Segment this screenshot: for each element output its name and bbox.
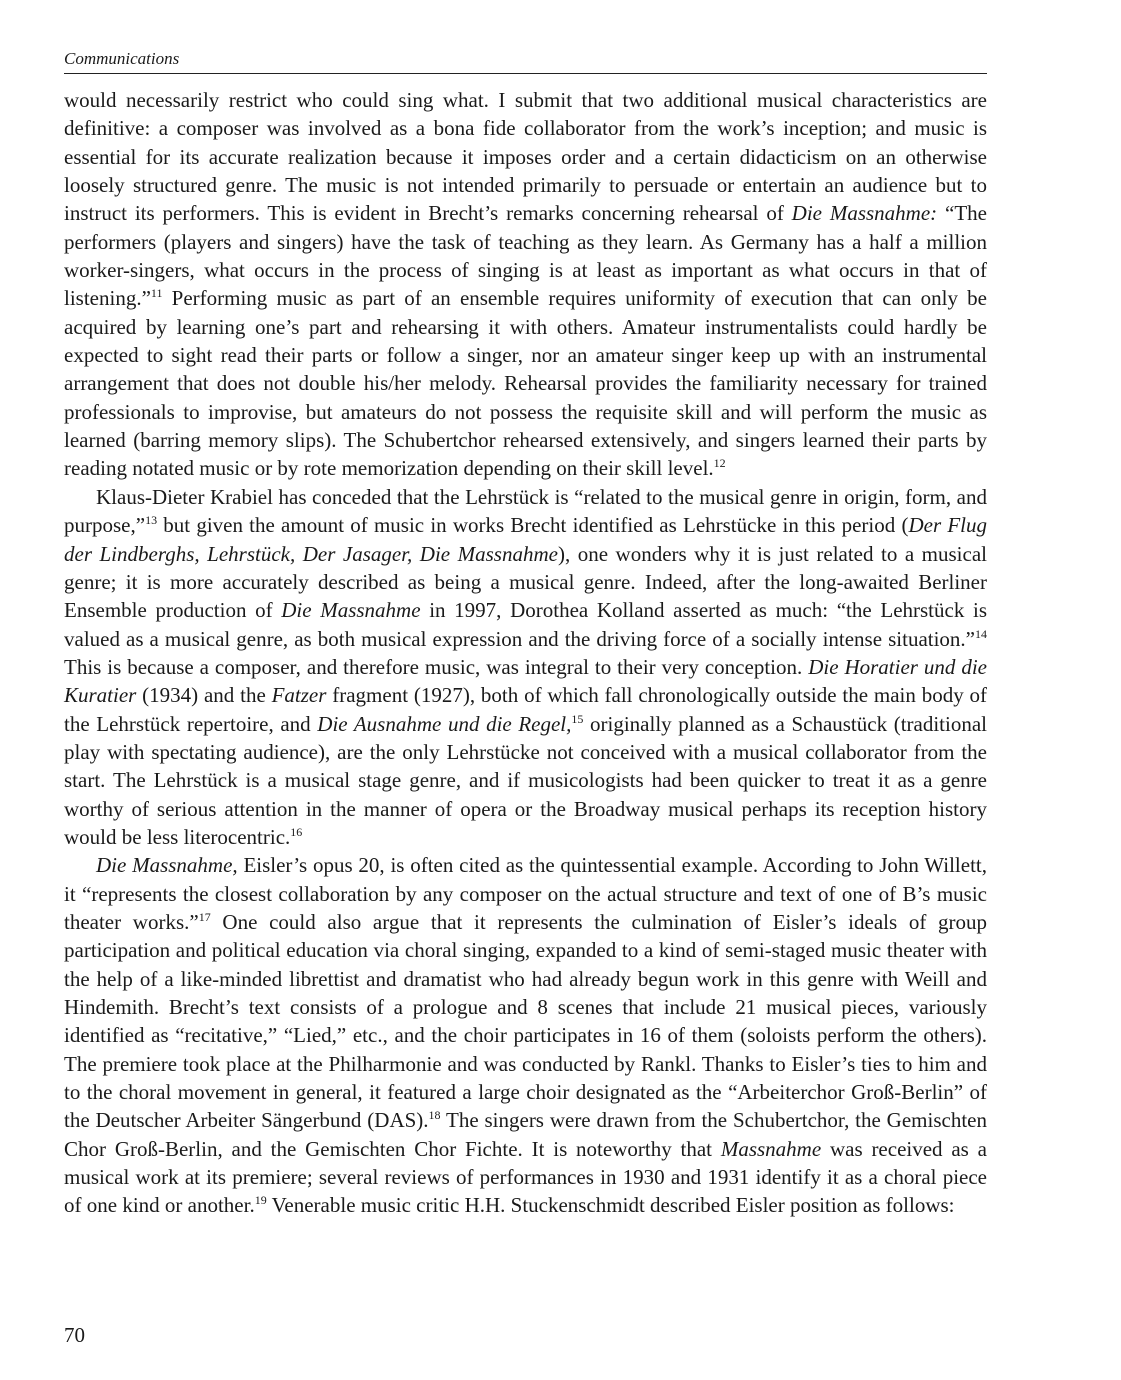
- footnote-ref: 17: [198, 909, 211, 924]
- italic-title: Fatzer: [271, 683, 327, 708]
- text-run: in 1997, Dorothea Kolland asserted as much: “the Lehrstück is valued as a musical genre, as both musical expression and the driving force of a socially intense situation.”: [64, 598, 987, 651]
- text-run: “The performers (players and singers) have the task of teaching as they learn. As Germany has a half a million worker-singers, what occurs in the process of singing is at least as important as what occurs in that of listening.”: [64, 201, 987, 311]
- italic-title: Die Massnahme: [281, 598, 421, 623]
- paragraph: [64, 851, 987, 1219]
- italic-title: Die Massnahme,: [96, 853, 238, 878]
- italic-title: Die Massnahme:: [791, 201, 938, 226]
- text-run: would necessarily restrict who could sing what. I submit that two additional musical characteristics are definitive: a composer was involved as a bona fide collaborator from the work’s inception; and music is essential for its accurate realization because it imposes order and a certain didacticism on an otherwise loosely structured genre. The music is not intended primarily to persuade or entertain an audience but to instruct its performers. This is evident in Brecht’s remarks concerning rehearsal of: [64, 88, 987, 226]
- footnote-ref: 14: [975, 626, 987, 641]
- text-run: ), one wonders why it is just related to a musical genre; it is more accurately described as being a musical genre. Indeed, after the long-awaited Berliner Ensemble production of: [64, 541, 987, 623]
- footnote-ref: 15: [571, 711, 584, 726]
- text-run: but given the amount of music in works Brecht identified as Lehrstücke in this period (: [157, 513, 909, 538]
- running-header: Communications: [64, 48, 987, 74]
- footnote-ref: 11: [150, 286, 163, 301]
- text-run: fragment (1927), both of which fall chronologically outside the main body of the Lehrstück repertoire, and: [64, 683, 988, 736]
- text-run: Performing music as part of an ensemble requires uniformity of execution that can only be acquired by learning one’s part and rehearsing it with others. Amateur instrumentalists could hardly be expected to sight read their parts or follow a singer, nor an amateur singer keep up with an instrumental arrangement that does not double his/her melody. Rehearsal provides the familiarity necessary for trained professionals to improvise, but amateurs do not possess the requisite skill and will perform the music as learned (barring memory slips). The Schubertchor rehearsed extensively, and singers learned their parts by reading notated music or by rote memorization depending on their skill level.: [64, 286, 987, 481]
- text-run: Klaus-Dieter Krabiel has conceded that the Lehrstück is “related to the musical genre in origin, form, and purpose,”: [64, 484, 987, 538]
- italic-title: Massnahme: [720, 1136, 822, 1161]
- footnote-ref: 18: [428, 1108, 441, 1123]
- text-run: One could also argue that it represents the culmination of Eisler’s ideals of group participation and political education via choral singing, expanded to a kind of semi-staged music theater with the help of a like-minded librettist and dramatist who had already begun work in this genre with Weill and Hindemith. Brecht’s text consists of a prologue and 8 scenes that include 21 musical pieces, variously identified as “recitative,” “Lied,” etc., and the choir participates in 16 of them (soloists perform the others). The premiere took place at the Philharmonie and was conducted by Rankl. Thanks to Eisler’s ties to him and to the choral movement in general, it featured a large choir designated as the “Arbeiterchor Groß-Berlin” of the Deutscher Arbeiter Sängerbund (DAS).: [64, 909, 987, 1133]
- page-number: 70: [64, 1323, 85, 1347]
- text-run: originally planned as a Schaustück (traditional play with spectating audience), are the only Lehrstücke not conceived with a musical collaborator from the start. The Lehrstück is a musical stage genre, and if musicologists had been quicker to treat it as a genre worthy of serious attention in the manner of opera or the Broadway musical perhaps its reception history would be less literocentric.: [64, 711, 988, 849]
- footnote-ref: 16: [290, 824, 303, 839]
- text-run: Venerable music critic H.H. Stuckenschmidt described Eisler position as follows:: [266, 1193, 955, 1218]
- paragraph: [64, 483, 987, 851]
- text-run: was received as a musical work at its premiere; several reviews of performances in 1930 and 1931 identify it as a choral piece of one kind or another.: [64, 1136, 987, 1218]
- text-run: (1934) and the: [136, 683, 272, 708]
- footnote-ref: 13: [145, 513, 158, 528]
- body-text: [64, 86, 987, 1220]
- text-run: This is because a composer, and therefore music, was integral to their very conception.: [64, 654, 809, 679]
- paragraph: [64, 86, 987, 483]
- footnote-ref: 12: [713, 456, 726, 471]
- footnote-ref: 19: [254, 1193, 267, 1208]
- italic-title: Der Flug der Lindberghs, Lehrstück, Der Jasager, Die Massnahme: [64, 513, 987, 566]
- italic-title: Die Ausnahme und die Regel,: [317, 711, 572, 736]
- text-run: The singers were drawn from the Schubertchor, the Gemischten Chor Groß-Berlin, and the Gemischten Chor Fichte. It is noteworthy that: [64, 1108, 987, 1161]
- italic-title: Die Horatier und die Kuratier: [64, 654, 987, 708]
- text-run: Eisler’s opus 20, is often cited as the quintessential example. According to John Willett, it “represents the closest collaboration by any composer on the actual structure and text of one of B’s music theater works.”: [64, 853, 987, 934]
